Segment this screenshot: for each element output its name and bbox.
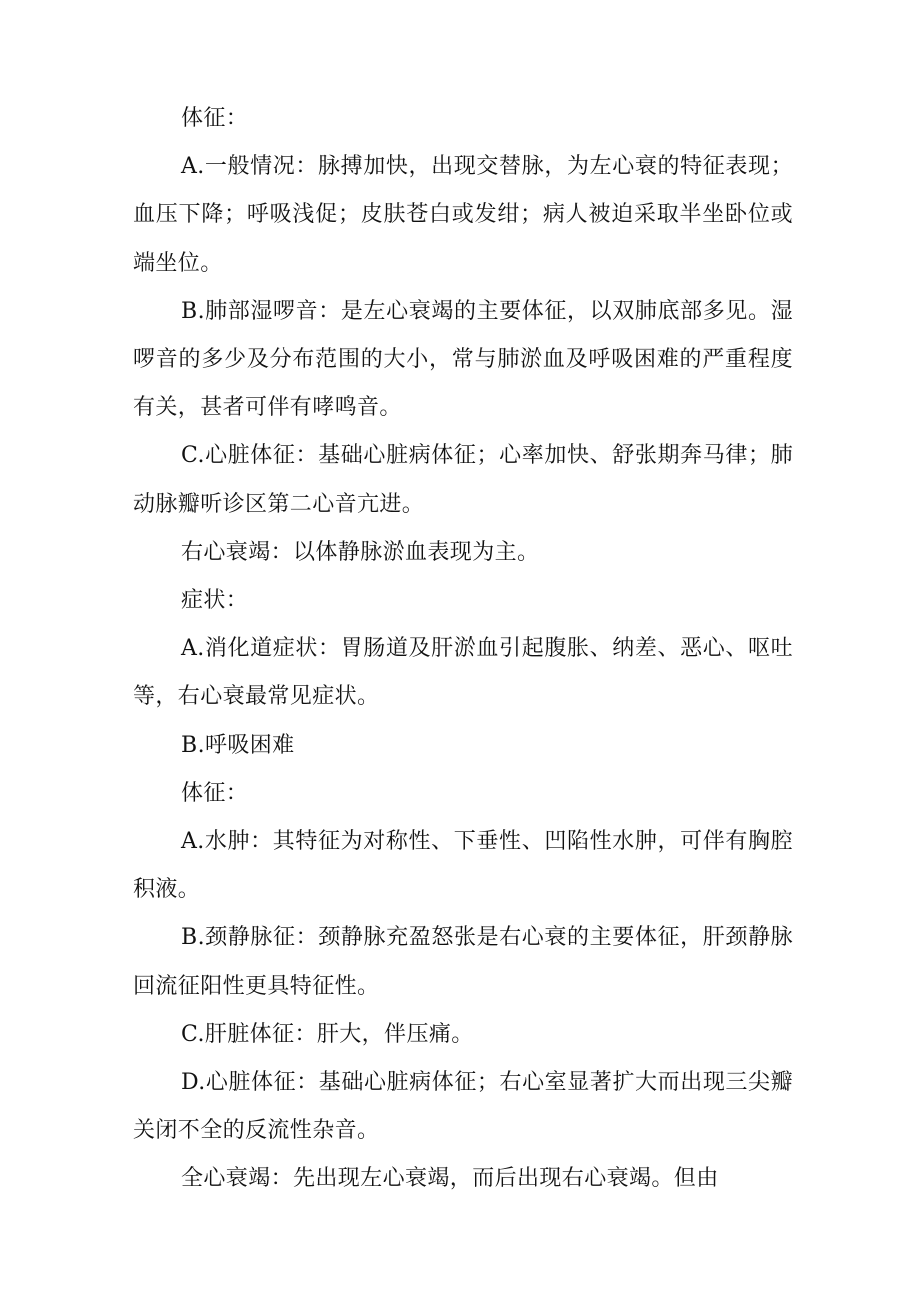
- heading-left-signs: 体征：: [181, 106, 249, 131]
- paragraph-heart-signs-left: C.心脏体征：基础心脏病体征；心率加快、舒张期奔马律；肺动脉瓣听诊区第二心音亢进。: [133, 443, 793, 517]
- paragraph-heart-signs-right: D.心脏体征：基础心脏病体征；右心室显著扩大而出现三尖瓣关闭不全的反流性杂音。: [133, 1070, 793, 1144]
- paragraph-edema: A.水肿：其特征为对称性、下垂性、凹陷性水肿，可伴有胸腔积液。: [133, 829, 793, 903]
- heading-right-heart-failure: 右心衰竭：以体静脉淤血表现为主。: [181, 539, 540, 565]
- paragraph-digestive-symptoms: A.消化道症状：胃肠道及肝淤血引起腹胀、纳差、恶心、呕吐等，右心衰最常见症状。: [133, 636, 793, 710]
- paragraph-total-heart-failure: 全心衰竭：先出现左心衰竭，而后出现右心衰竭。但由: [181, 1166, 719, 1192]
- paragraph-liver-signs: C.肝脏体征：肝大，伴压痛。: [181, 1021, 474, 1047]
- heading-symptoms: 症状：: [181, 588, 249, 614]
- paragraph-jugular-vein: B.颈静脉征：颈静脉充盈怒张是右心衰的主要体征，肝颈静脉回流征阳性更具特征性。: [133, 925, 793, 999]
- paragraph-dyspnea: B.呼吸困难: [181, 732, 295, 758]
- document-body: [133, 95, 793, 1204]
- paragraph-general-condition: A.一般情况：脉搏加快，出现交替脉，为左心衰的特征表现；血压下降；呼吸浅促；皮肤苍白或发绀；病人被迫采取半坐卧位或端坐位。: [133, 154, 793, 276]
- heading-right-signs: 体征：: [181, 780, 249, 806]
- paragraph-lung-rales: B.肺部湿啰音：是左心衰竭的主要体征，以双肺底部多见。湿啰音的多少及分布范围的大小，常与肺淤血及呼吸困难的严重程度有关，甚者可伴有哮鸣音。: [133, 298, 793, 421]
